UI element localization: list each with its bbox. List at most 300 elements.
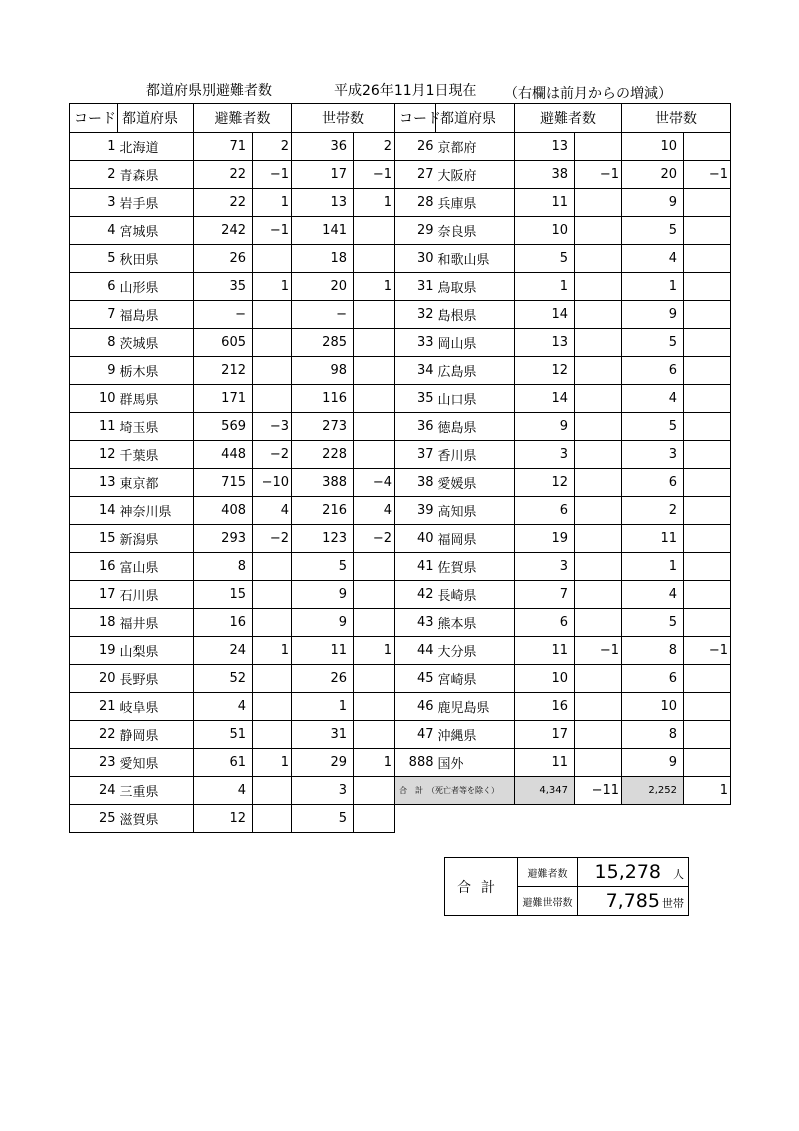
pref-name: 香川県 <box>436 441 515 469</box>
household-change <box>354 609 395 637</box>
household-count: 11 <box>622 525 684 553</box>
pref-name: 青森県 <box>118 161 194 189</box>
household-change <box>354 413 395 441</box>
household-count: 5 <box>292 553 354 581</box>
pref-code: 40 <box>395 525 436 553</box>
evacuee-count: 11 <box>515 749 575 777</box>
household-change <box>684 245 731 273</box>
pref-name: 岩手県 <box>118 189 194 217</box>
pref-name: 富山県 <box>118 553 194 581</box>
evacuee-count: 71 <box>194 133 253 161</box>
evacuee-change <box>575 721 622 749</box>
pref-name: 広島県 <box>436 357 515 385</box>
evacuee-count: 14 <box>515 301 575 329</box>
header-households: 世帯数 <box>292 104 395 133</box>
household-change: 2 <box>354 133 395 161</box>
pref-name: 岐阜県 <box>118 693 194 721</box>
household-count: 3 <box>622 441 684 469</box>
pref-code: 46 <box>395 693 436 721</box>
table-row <box>70 497 731 525</box>
header-households: 世帯数 <box>622 104 731 133</box>
pref-name: 石川県 <box>118 581 194 609</box>
pref-code: 5 <box>70 245 118 273</box>
table-row <box>70 777 731 805</box>
pref-code: 38 <box>395 469 436 497</box>
household-change <box>354 441 395 469</box>
table-row <box>70 301 731 329</box>
pref-code: 36 <box>395 413 436 441</box>
household-change: −2 <box>354 525 395 553</box>
summary-households-unit: 世帯 <box>662 897 684 910</box>
pref-name: 愛知県 <box>118 749 194 777</box>
evacuee-count: 9 <box>515 413 575 441</box>
pref-name: 大阪府 <box>436 161 515 189</box>
table-row <box>70 413 731 441</box>
household-change: −1 <box>684 161 731 189</box>
table-row <box>70 273 731 301</box>
subtotal-evacuees: 4,347 <box>515 777 575 805</box>
household-change <box>684 133 731 161</box>
evacuee-count: 4 <box>194 777 253 805</box>
evacuee-count: 14 <box>515 385 575 413</box>
table-row <box>70 385 731 413</box>
household-count: 11 <box>292 637 354 665</box>
evacuee-count: 51 <box>194 721 253 749</box>
household-change <box>354 301 395 329</box>
evacuee-count: 12 <box>515 469 575 497</box>
pref-code: 44 <box>395 637 436 665</box>
as-of-date: 平成26年11月1日現在 <box>334 83 477 99</box>
main-table <box>69 103 731 833</box>
pref-code: 19 <box>70 637 118 665</box>
household-change: 1 <box>354 749 395 777</box>
evacuee-count: 15 <box>194 581 253 609</box>
pref-code: 3 <box>70 189 118 217</box>
table-row <box>70 525 731 553</box>
household-count: 8 <box>622 721 684 749</box>
household-count: 9 <box>622 749 684 777</box>
summary-evacuees-number: 15,278 <box>594 861 661 883</box>
household-change <box>354 329 395 357</box>
summary-table <box>444 857 689 916</box>
pref-code: 21 <box>70 693 118 721</box>
pref-name: 神奈川県 <box>118 497 194 525</box>
pref-code: 37 <box>395 441 436 469</box>
household-change <box>354 805 395 833</box>
summary-evacuees-label: 避難者数 <box>518 858 578 887</box>
pref-name: 和歌山県 <box>436 245 515 273</box>
pref-name: 長崎県 <box>436 581 515 609</box>
evacuee-change <box>253 693 292 721</box>
household-count: 6 <box>622 665 684 693</box>
household-change: 4 <box>354 497 395 525</box>
evacuee-change <box>253 609 292 637</box>
household-count: 9 <box>622 189 684 217</box>
pref-name: 新潟県 <box>118 525 194 553</box>
evacuee-count: − <box>194 301 253 329</box>
pref-code: 45 <box>395 665 436 693</box>
household-change <box>354 357 395 385</box>
evacuee-change <box>253 581 292 609</box>
household-count: 216 <box>292 497 354 525</box>
evacuee-change <box>575 665 622 693</box>
table-note: （右欄は前月からの増減） <box>504 86 672 102</box>
household-change <box>684 581 731 609</box>
pref-code: 10 <box>70 385 118 413</box>
evacuee-count: 5 <box>515 245 575 273</box>
evacuee-count: 16 <box>194 609 253 637</box>
evacuee-count: 17 <box>515 721 575 749</box>
pref-name: 山梨県 <box>118 637 194 665</box>
evacuee-change <box>575 301 622 329</box>
pref-name: 沖縄県 <box>436 721 515 749</box>
household-count: 273 <box>292 413 354 441</box>
pref-code: 28 <box>395 189 436 217</box>
table-row <box>70 749 731 777</box>
table-row <box>70 161 731 189</box>
household-count: 8 <box>622 637 684 665</box>
household-count: 10 <box>622 133 684 161</box>
evacuee-change: 1 <box>253 189 292 217</box>
household-change: 1 <box>354 273 395 301</box>
pref-name: 奈良県 <box>436 217 515 245</box>
pref-code: 41 <box>395 553 436 581</box>
evacuee-change <box>575 329 622 357</box>
header-pref: 都道府県 <box>436 104 515 133</box>
evacuee-change: −1 <box>575 637 622 665</box>
household-count: 6 <box>622 469 684 497</box>
table-row <box>70 693 731 721</box>
evacuee-count: 38 <box>515 161 575 189</box>
household-change <box>354 721 395 749</box>
pref-name: 埼玉県 <box>118 413 194 441</box>
household-change <box>684 413 731 441</box>
subtotal-evacuees-change: −11 <box>575 777 622 805</box>
household-count: 5 <box>622 609 684 637</box>
household-change: −1 <box>684 637 731 665</box>
household-change: −4 <box>354 469 395 497</box>
evacuee-count: 715 <box>194 469 253 497</box>
evacuee-count: 12 <box>515 357 575 385</box>
household-count: 3 <box>292 777 354 805</box>
household-count: 4 <box>622 385 684 413</box>
household-count: 9 <box>292 581 354 609</box>
table-row <box>70 553 731 581</box>
evacuee-change <box>253 805 292 833</box>
pref-code: 20 <box>70 665 118 693</box>
evacuee-count: 6 <box>515 497 575 525</box>
evacuee-count: 35 <box>194 273 253 301</box>
household-count: 1 <box>292 693 354 721</box>
household-count: 4 <box>622 245 684 273</box>
household-change <box>684 693 731 721</box>
household-count: 5 <box>622 217 684 245</box>
summary-evacuees-unit: 人 <box>673 868 684 881</box>
household-change <box>684 553 731 581</box>
pref-code: 9 <box>70 357 118 385</box>
pref-name: 茨城県 <box>118 329 194 357</box>
header-code: コード <box>70 104 118 133</box>
pref-code: 42 <box>395 581 436 609</box>
household-change: −1 <box>354 161 395 189</box>
household-change <box>684 609 731 637</box>
evacuee-count: 26 <box>194 245 253 273</box>
household-change <box>354 693 395 721</box>
household-change <box>684 721 731 749</box>
household-count: 29 <box>292 749 354 777</box>
evacuee-change: 1 <box>253 273 292 301</box>
evacuee-count: 16 <box>515 693 575 721</box>
evacuee-change: −10 <box>253 469 292 497</box>
household-count: 2 <box>622 497 684 525</box>
household-count: 10 <box>622 693 684 721</box>
pref-name: 福井県 <box>118 609 194 637</box>
household-count: 4 <box>622 581 684 609</box>
household-change <box>684 273 731 301</box>
pref-code: 31 <box>395 273 436 301</box>
pref-name: 宮崎県 <box>436 665 515 693</box>
household-change <box>354 777 395 805</box>
pref-code: 2 <box>70 161 118 189</box>
household-count: 141 <box>292 217 354 245</box>
household-change <box>684 665 731 693</box>
table-row <box>70 721 731 749</box>
household-count: 5 <box>292 805 354 833</box>
household-change <box>684 217 731 245</box>
pref-name: 宮城県 <box>118 217 194 245</box>
table-row <box>70 245 731 273</box>
pref-code: 30 <box>395 245 436 273</box>
pref-code: 7 <box>70 301 118 329</box>
household-change <box>354 665 395 693</box>
evacuee-count: 61 <box>194 749 253 777</box>
evacuee-change <box>575 469 622 497</box>
evacuee-change: 1 <box>253 749 292 777</box>
pref-name: 山形県 <box>118 273 194 301</box>
pref-name: 長野県 <box>118 665 194 693</box>
evacuee-change: −2 <box>253 525 292 553</box>
evacuee-change: −2 <box>253 441 292 469</box>
household-change <box>684 525 731 553</box>
pref-name: 山口県 <box>436 385 515 413</box>
pref-code: 888 <box>395 749 436 777</box>
pref-code: 6 <box>70 273 118 301</box>
evacuee-change <box>575 133 622 161</box>
evacuee-change <box>253 665 292 693</box>
header-row <box>70 104 731 133</box>
pref-code: 25 <box>70 805 118 833</box>
table-row <box>70 133 731 161</box>
household-count: 20 <box>292 273 354 301</box>
table-row <box>70 805 731 833</box>
evacuee-change <box>575 497 622 525</box>
evacuee-count: 10 <box>515 665 575 693</box>
pref-code: 18 <box>70 609 118 637</box>
pref-code: 43 <box>395 609 436 637</box>
evacuee-change <box>575 749 622 777</box>
evacuee-change <box>253 721 292 749</box>
summary-households-number: 7,785 <box>605 890 660 912</box>
pref-name: 静岡県 <box>118 721 194 749</box>
household-count: 6 <box>622 357 684 385</box>
pref-code: 35 <box>395 385 436 413</box>
summary-evacuees-value <box>578 858 689 887</box>
table-row <box>70 441 731 469</box>
pref-name: 福岡県 <box>436 525 515 553</box>
evacuee-change <box>575 273 622 301</box>
household-count: − <box>292 301 354 329</box>
evacuee-change <box>575 609 622 637</box>
evacuee-count: 10 <box>515 217 575 245</box>
evacuee-change <box>575 217 622 245</box>
table-row <box>70 609 731 637</box>
evacuee-count: 13 <box>515 133 575 161</box>
pref-name: 秋田県 <box>118 245 194 273</box>
pref-name: 三重県 <box>118 777 194 805</box>
evacuee-count: 569 <box>194 413 253 441</box>
household-change <box>684 189 731 217</box>
evacuee-change <box>253 357 292 385</box>
pref-name: 国外 <box>436 749 515 777</box>
pref-name: 兵庫県 <box>436 189 515 217</box>
evacuee-change: −3 <box>253 413 292 441</box>
pref-name: 鹿児島県 <box>436 693 515 721</box>
household-count: 9 <box>622 301 684 329</box>
evacuee-change <box>253 385 292 413</box>
evacuee-count: 52 <box>194 665 253 693</box>
household-count: 228 <box>292 441 354 469</box>
evacuee-change <box>575 693 622 721</box>
pref-name: 京都府 <box>436 133 515 161</box>
table-row <box>70 637 731 665</box>
household-count: 285 <box>292 329 354 357</box>
household-count: 31 <box>292 721 354 749</box>
household-change <box>684 385 731 413</box>
household-count: 26 <box>292 665 354 693</box>
evacuee-count: 6 <box>515 609 575 637</box>
household-change: 1 <box>354 189 395 217</box>
evacuee-count: 11 <box>515 637 575 665</box>
pref-code: 22 <box>70 721 118 749</box>
pref-name: 岡山県 <box>436 329 515 357</box>
pref-code: 16 <box>70 553 118 581</box>
pref-code: 33 <box>395 329 436 357</box>
household-count: 17 <box>292 161 354 189</box>
evacuee-count: 1 <box>515 273 575 301</box>
evacuee-change <box>575 413 622 441</box>
pref-name: 佐賀県 <box>436 553 515 581</box>
evacuee-change: 4 <box>253 497 292 525</box>
evacuee-change <box>253 329 292 357</box>
pref-code: 1 <box>70 133 118 161</box>
household-change <box>684 329 731 357</box>
pref-name: 島根県 <box>436 301 515 329</box>
evacuee-change <box>575 525 622 553</box>
empty-cell <box>395 805 731 833</box>
pref-name: 栃木県 <box>118 357 194 385</box>
summary-label: 合計 <box>445 858 518 916</box>
evacuee-change: −1 <box>253 217 292 245</box>
household-count: 5 <box>622 413 684 441</box>
pref-code: 17 <box>70 581 118 609</box>
evacuee-count: 293 <box>194 525 253 553</box>
subtotal-label: 合 計 （死亡者等を除く） <box>395 777 515 805</box>
pref-code: 29 <box>395 217 436 245</box>
summary-households-value <box>578 887 689 916</box>
evacuee-change <box>253 245 292 273</box>
pref-code: 11 <box>70 413 118 441</box>
evacuee-change <box>575 189 622 217</box>
evacuee-change <box>575 553 622 581</box>
header-pref: 都道府県 <box>118 104 194 133</box>
evacuee-count: 24 <box>194 637 253 665</box>
evacuee-count: 4 <box>194 693 253 721</box>
page-title: 都道府県別避難者数 <box>146 83 272 99</box>
evacuee-count: 19 <box>515 525 575 553</box>
pref-name: 鳥取県 <box>436 273 515 301</box>
household-change: 1 <box>354 637 395 665</box>
evacuee-change <box>575 581 622 609</box>
pref-code: 8 <box>70 329 118 357</box>
summary-households-label: 避難世帯数 <box>518 887 578 916</box>
evacuee-count: 212 <box>194 357 253 385</box>
evacuee-count: 605 <box>194 329 253 357</box>
table-row <box>70 581 731 609</box>
pref-code: 34 <box>395 357 436 385</box>
household-change <box>684 441 731 469</box>
pref-name: 愛媛県 <box>436 469 515 497</box>
evacuee-count: 448 <box>194 441 253 469</box>
table-row <box>70 217 731 245</box>
pref-code: 27 <box>395 161 436 189</box>
household-change <box>684 469 731 497</box>
pref-name: 高知県 <box>436 497 515 525</box>
household-count: 36 <box>292 133 354 161</box>
household-count: 98 <box>292 357 354 385</box>
household-count: 388 <box>292 469 354 497</box>
pref-name: 熊本県 <box>436 609 515 637</box>
evacuee-change: 2 <box>253 133 292 161</box>
pref-name: 大分県 <box>436 637 515 665</box>
pref-code: 13 <box>70 469 118 497</box>
evacuee-change <box>575 245 622 273</box>
evacuee-change <box>253 301 292 329</box>
household-change <box>354 245 395 273</box>
pref-code: 23 <box>70 749 118 777</box>
evacuee-count: 171 <box>194 385 253 413</box>
pref-code: 24 <box>70 777 118 805</box>
pref-code: 47 <box>395 721 436 749</box>
evacuee-change: 1 <box>253 637 292 665</box>
evacuee-count: 7 <box>515 581 575 609</box>
household-change <box>354 581 395 609</box>
subtotal-households-change: 1 <box>684 777 731 805</box>
pref-name: 滋賀県 <box>118 805 194 833</box>
evacuee-count: 12 <box>194 805 253 833</box>
pref-code: 32 <box>395 301 436 329</box>
household-count: 18 <box>292 245 354 273</box>
evacuee-count: 22 <box>194 189 253 217</box>
household-count: 9 <box>292 609 354 637</box>
evacuee-count: 8 <box>194 553 253 581</box>
pref-name: 群馬県 <box>118 385 194 413</box>
household-count: 1 <box>622 553 684 581</box>
pref-code: 14 <box>70 497 118 525</box>
household-change <box>684 497 731 525</box>
evacuee-count: 408 <box>194 497 253 525</box>
pref-name: 東京都 <box>118 469 194 497</box>
pref-name: 福島県 <box>118 301 194 329</box>
